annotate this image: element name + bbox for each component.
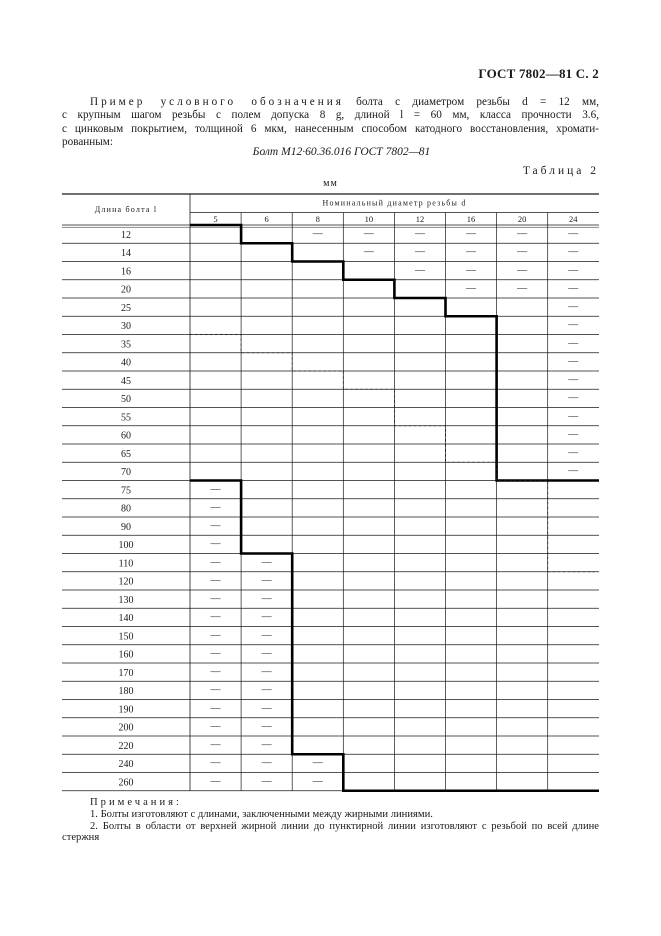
dash-cell: —	[568, 447, 579, 459]
dash-cell: —	[210, 775, 221, 787]
diameter-header-5: 5	[213, 214, 218, 224]
table-unit: мм	[323, 178, 338, 189]
length-label-160: 160	[118, 649, 134, 661]
length-label-40: 40	[121, 357, 131, 369]
length-label-130: 130	[118, 594, 134, 606]
dash-cell: —	[261, 684, 272, 696]
diameter-header-6: 6	[264, 214, 269, 224]
dash-cell: —	[466, 246, 477, 258]
dash-cell: —	[517, 283, 528, 295]
dash-cell: —	[517, 264, 528, 276]
dash-cell: —	[210, 502, 221, 514]
length-label-180: 180	[118, 686, 134, 698]
dash-cell: —	[568, 356, 579, 368]
dash-cell: —	[568, 228, 579, 240]
dash-cell: —	[414, 264, 425, 276]
length-label-20: 20	[121, 284, 131, 296]
length-label-90: 90	[121, 521, 131, 533]
dash-cell: —	[363, 246, 374, 258]
dash-cell: —	[312, 775, 323, 787]
example-lead-rest: болта с диаметром резьбы d = 12 мм,	[343, 96, 599, 108]
dash-cell: —	[261, 757, 272, 769]
dash-cell: —	[517, 246, 528, 258]
dash-cell: —	[210, 757, 221, 769]
dash-cell: —	[568, 392, 579, 404]
bolt-designation: Болт М12·60.36.016 ГОСТ 7802—81	[252, 146, 431, 158]
notes-section	[62, 797, 599, 844]
note-2: 2. Болты в области от верхней жирной линии до пунктирной линии изготовляют с резьбой по всей длине стержня	[62, 820, 599, 844]
example-lead-spaced: Пример условного обозначения	[90, 96, 344, 108]
dash-cell: —	[261, 721, 272, 733]
dash-cell: —	[261, 593, 272, 605]
length-label-140: 140	[118, 613, 134, 625]
dash-cell: —	[210, 611, 221, 623]
dash-cell: —	[261, 575, 272, 587]
length-label-70: 70	[121, 467, 131, 479]
dash-cell: —	[210, 684, 221, 696]
example-line-3: с цинковым покрытием, толщиной 6 мкм, нанесенным способом катодного восстановления, хромати-	[62, 122, 599, 135]
dash-cell: —	[312, 757, 323, 769]
dash-cell: —	[210, 520, 221, 532]
note-1: 1. Болты изготовляют с длинами, заключенными между жирными линиями.	[90, 808, 433, 820]
length-label-240: 240	[118, 759, 134, 771]
length-label-260: 260	[118, 777, 134, 789]
dash-cell: —	[466, 283, 477, 295]
dash-cell: —	[414, 246, 425, 258]
dash-cell: —	[312, 228, 323, 240]
dash-cell: —	[568, 374, 579, 386]
dash-cell: —	[210, 538, 221, 550]
diameter-header-20: 20	[517, 214, 527, 224]
dash-cell: —	[568, 301, 579, 313]
length-label-55: 55	[121, 412, 131, 424]
diameter-header-10: 10	[364, 214, 374, 224]
dash-cell: —	[261, 648, 272, 660]
length-label-30: 30	[121, 321, 131, 333]
dash-cell: —	[568, 283, 579, 295]
dash-cell: —	[210, 666, 221, 678]
length-label-100: 100	[118, 540, 134, 552]
length-label-150: 150	[118, 631, 134, 643]
dash-cell: —	[210, 739, 221, 751]
dash-cell: —	[210, 702, 221, 714]
length-label-12: 12	[121, 229, 131, 241]
diameter-header-8: 8	[315, 214, 320, 224]
dash-cell: —	[568, 319, 579, 331]
length-label-25: 25	[121, 302, 131, 314]
dash-cell: —	[568, 465, 579, 477]
example-line-4: рованным:	[62, 136, 113, 149]
length-label-200: 200	[118, 722, 134, 734]
example-line-1	[62, 96, 599, 109]
length-label-120: 120	[118, 576, 134, 588]
dash-cell: —	[568, 337, 579, 349]
length-label-14: 14	[121, 248, 131, 260]
dash-cell: —	[210, 556, 221, 568]
dash-cell: —	[363, 228, 374, 240]
dash-cell: —	[261, 775, 272, 787]
diameter-header-24: 24	[569, 214, 578, 224]
dash-cell: —	[210, 721, 221, 733]
bolt-length-table	[62, 194, 599, 794]
dash-cell: —	[261, 702, 272, 714]
length-label-16: 16	[121, 266, 131, 278]
length-label-75: 75	[121, 485, 131, 497]
length-label-170: 170	[118, 667, 134, 679]
column-group-header: Номинальный диаметр резьбы d	[322, 198, 467, 208]
diameter-header-16: 16	[466, 214, 476, 224]
example-line-2: с крупным шагом резьбы с полем допуска 8 g, длиной l = 60 мм, класса прочности 3.6,	[62, 109, 599, 122]
dash-cell: —	[261, 611, 272, 623]
dash-cell: —	[261, 739, 272, 751]
dash-cell: —	[568, 246, 579, 258]
length-label-220: 220	[118, 740, 134, 752]
dash-cell: —	[414, 228, 425, 240]
dash-cell: —	[568, 429, 579, 441]
dash-cell: —	[261, 666, 272, 678]
dash-cell: —	[568, 410, 579, 422]
notes-title: Примечания:	[90, 797, 182, 808]
example-paragraph	[62, 96, 599, 150]
dash-cell: —	[517, 228, 528, 240]
dash-cell: —	[466, 264, 477, 276]
dashed-thread-boundary	[190, 335, 595, 572]
dash-cell: —	[210, 593, 221, 605]
length-label-60: 60	[121, 430, 131, 442]
page-header: ГОСТ 7802—81 С. 2	[478, 66, 599, 81]
dash-cell: —	[568, 264, 579, 276]
dash-cell: —	[261, 629, 272, 641]
row-header-label: Длина болта l	[94, 205, 158, 214]
length-label-50: 50	[121, 394, 131, 406]
dash-cell: —	[210, 483, 221, 495]
length-label-35: 35	[121, 339, 131, 351]
length-label-80: 80	[121, 503, 131, 515]
length-label-190: 190	[118, 704, 134, 716]
dash-cell: —	[466, 228, 477, 240]
length-label-110: 110	[118, 558, 134, 570]
table-caption: Таблица 2	[522, 165, 599, 177]
length-label-45: 45	[121, 375, 131, 387]
dash-cell: —	[261, 556, 272, 568]
diameter-header-12: 12	[415, 214, 425, 224]
length-label-65: 65	[121, 448, 131, 460]
dash-cell: —	[210, 648, 221, 660]
dash-cell: —	[210, 629, 221, 641]
dash-cell: —	[210, 575, 221, 587]
